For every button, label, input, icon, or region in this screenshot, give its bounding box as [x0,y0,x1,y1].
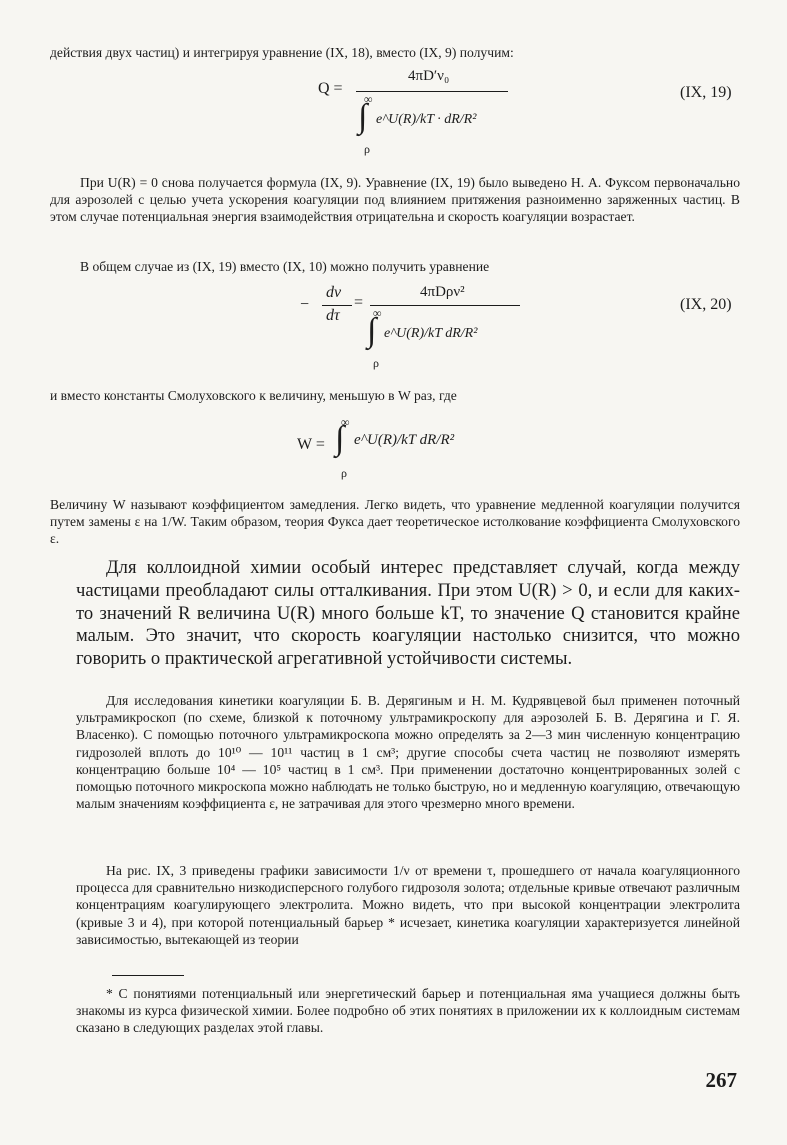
fraction-bar [356,91,508,92]
paragraph-flow-ultramicroscope: Для исследования кинетики коагуляции Б. В. Дерягиным и Н. М. Кудрявцевой был применен поточный ультрамикроскоп (по схеме, близкой к поточному ультрамикроскопу для аэрозолей Б. В. Дерягина и Г. Я. Власенко). С помощью поточного ультрамикроскопа можно определять за 2—3 мин численную концентрацию гидрозолей вплоть до 10¹⁰ — 10¹¹ частиц в 1 см³; другие способы счета частиц не позволяют измерять концентрацию больше 10⁴ — 10⁵ частиц в 1 см³. При применении достаточно концентрированных золей с помощью поточного микроскопа можно наблюдать не только быструю, но и медленную коагуляцию, отвечающую малым значениям коэффициента ε, не затрачивая для этого чрезмерно много времени. [76,693,740,812]
paragraph-retardation: Величину W называют коэффициентом замедления. Легко видеть, что уравнение медленной коагуляции получится путем замены ε на 1/W. Таким образом, теория Фукса дает теоретическое истолкование коэффициента Смолуховского ε. [50,497,740,547]
equals-sign: = [354,294,364,311]
equation-lhs: Q = [318,80,343,97]
paragraph-colloid-stability: Для коллоидной химии особый интерес представляет случай, когда между частицами преобладают силы отталкивания. При этом U(R) > 0, и если для каких-то значений R величина U(R) много больше kT, то значение Q становится крайне малым. Это значит, что скорость коагуляции настолько снизится, что можно говорить о практической агрегативной устойчивости системы. [76,557,740,670]
integral-lower-limit: ρ [364,142,370,156]
footnote: * С понятиями потенциальный или энергетический барьер и потенциальная яма учащиеся должны быть знакомы из курса физической химии. Более подробно об этих понятиях в приложении их к коллоидным системам сказано в следующих разделах этой главы. [76,986,740,1036]
derivative-numerator: dν [326,284,342,301]
integral-upper-limit: ∞ [364,92,373,106]
equation-integrand: e^U(R)/kT dR/R² [354,432,455,448]
integral-sign: ∫ [335,420,345,457]
equation-lhs: W = [297,436,325,453]
integral-upper-limit: ∞ [373,306,382,320]
footnote-rule [112,975,184,976]
equation-numerator: 4πDρν² [420,284,465,300]
paragraph-smoluchowski: и вместо константы Смолуховского к величину, меньшую в W раз, где [50,388,457,403]
equation-label: (IX, 19) [680,84,732,101]
integral-upper-limit: ∞ [341,415,350,429]
equation-integrand: e^U(R)/kT · dR/R² [376,112,477,127]
derivative-denominator: dτ [326,307,340,324]
paragraph-figure-reference: На рис. IX, 3 приведены графики зависимости 1/ν от времени τ, прошедшего от начала коагуляционного процесса для сравнительно низкодисперсного голубого гидрозоля золота; отдельные кривые отвечают различным концентрациям коагулирующего электролита. Можно видеть, что при высокой концентрации электролита (кривые 3 и 4), при которой потенциальный барьер * исчезает, кинетика коагуляции характеризуется линейной зависимостью, вытекающей из теории [76,863,740,947]
fraction-bar [370,305,520,306]
equation-integrand: e^U(R)/kT dR/R² [384,326,478,341]
paragraph-general-case: В общем случае из (IX, 19) вместо (IX, 10) можно получить уравнение [80,259,490,274]
paragraph-intro: действия двух частиц) и интегрируя уравнение (IX, 18), вместо (IX, 9) получим: [50,45,514,60]
minus-sign: − [300,296,310,313]
page-number: 267 [705,1068,737,1092]
equation-label: (IX, 20) [680,296,732,313]
equation-numerator: 4πD′ν₀ [408,68,450,84]
integral-sign: ∫ [358,98,368,135]
integral-lower-limit: ρ [373,356,379,370]
paragraph-fuks: При U(R) = 0 снова получается формула (IX, 9). Уравнение (IX, 19) было выведено Н. А. Фуксом первоначально для аэрозолей с целью учета ускорения коагуляции под влиянием притяжения разноименно заряженных частиц. В этом случае потенциальная энергия взаимодействия отрицательна и скорость коагуляции возрастает. [50,175,740,225]
integral-lower-limit: ρ [341,466,347,480]
integral-sign: ∫ [367,312,377,349]
